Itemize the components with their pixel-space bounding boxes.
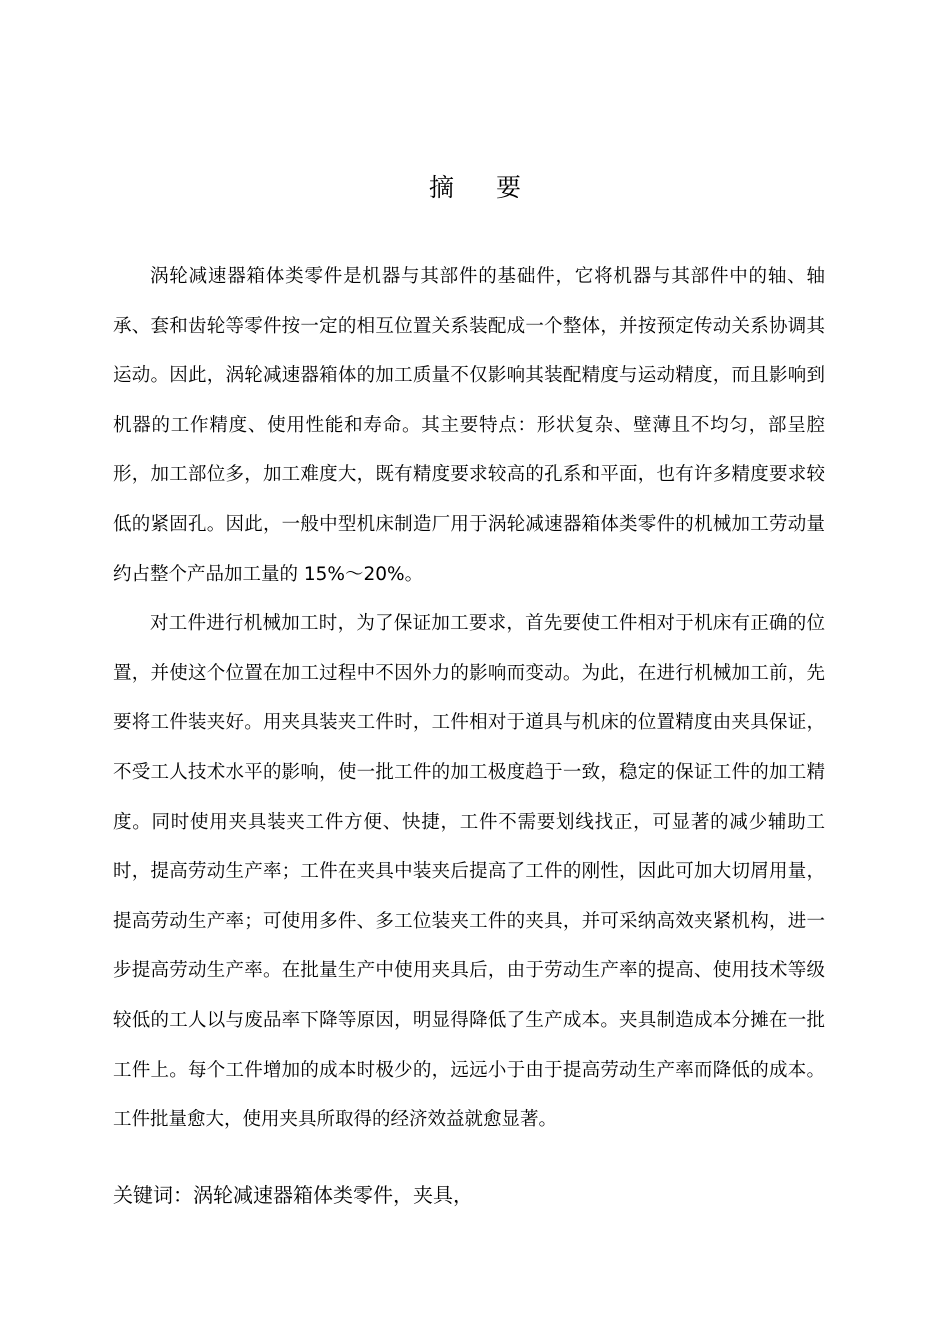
keywords-line: 关键词：涡轮减速器箱体类零件，夹具，: [113, 1183, 473, 1207]
abstract-title-char-2: 要: [496, 173, 522, 202]
abstract-paragraph-2: 对工件进行机械加工时，为了保证加工要求，首先要使工件相对于机床有正确的位置，并使这个位置在加工过程中不因外力的影响而变动。为此，在进行机械加工前，先要将工件装夹好。用夹具装夹工件时，工件相对于道具与机床的位置精度由夹具保证，不受工人技术水平的影响，使一批工件的加工极度趋于一致，稳定的保证工件的加工精度。同时使用夹具装夹工件方便、快捷，工件不需要划线找正，可显著的减少辅助工时，提高劳动生产率；工件在夹具中装夹后提高了工件的刚性，因此可加大切屑用量，提高劳动生产率；可使用多件、多工位装夹工件的夹具，并可采纳高效夹紧机构，进一步提高劳动生产率。在批量生产中使用夹具后，由于劳动生产率的提高、使用技术等级较低的工人以与废品率下降等原因，明显得降低了生产成本。夹具制造成本分摊在一批工件上。每个工件增加的成本时极少的，远远小于由于提高劳动生产率而降低的成本。工件批量愈大，使用夹具所取得的经济效益就愈显著。: [113, 613, 825, 1131]
abstract-title: [0, 168, 950, 208]
abstract-body: [113, 252, 825, 1145]
abstract-paragraph-1: 涡轮减速器箱体类零件是机器与其部件的基础件，它将机器与其部件中的轴、轴承、套和齿轮等零件按一定的相互位置关系装配成一个整体，并按预定传动关系协调其运动。因此，涡轮减速器箱体的加工质量不仅影响其装配精度与运动精度，而且影响到机器的工作精度、使用性能和寿命。其主要特点：形状复杂、壁薄且不均匀，部呈腔形，加工部位多，加工难度大，既有精度要求较高的孔系和平面，也有许多精度要求较低的紧固孔。因此，一般中型机床制造厂用于涡轮减速器箱体类零件的机械加工劳动量约占整个产品加工量的 15%～20%。: [113, 266, 825, 585]
abstract-title-char-1: 摘: [428, 173, 454, 202]
